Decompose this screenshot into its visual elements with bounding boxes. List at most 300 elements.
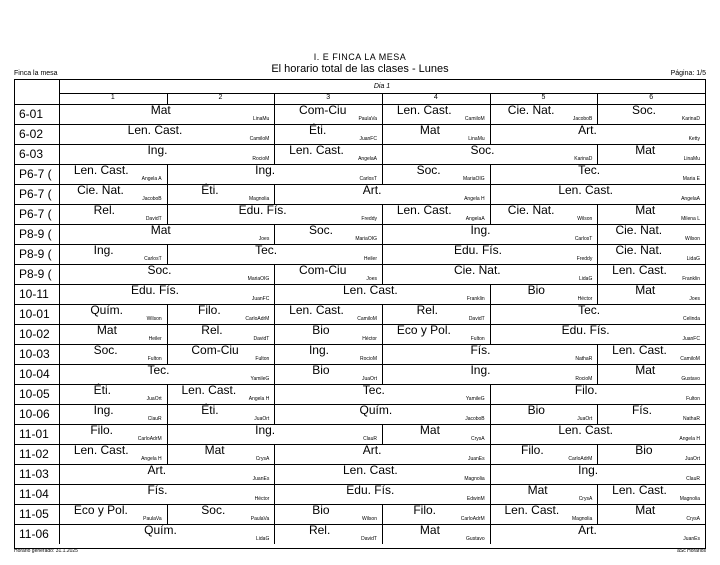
subject-name: Len. Cast. <box>289 303 344 317</box>
teacher-name: LinaMu <box>252 116 270 122</box>
grid-divider <box>274 384 275 404</box>
subject-name: Fís. <box>470 343 491 357</box>
teacher-name: Wilson <box>361 516 377 522</box>
subject-name: Com-Ciu <box>299 103 347 117</box>
lesson-cell <box>274 524 382 544</box>
institution-label: Finca la mesa <box>14 70 58 77</box>
teacher-name: Angela A <box>141 176 162 182</box>
class-label: 10-06 <box>19 407 50 421</box>
subject-name: Ing. <box>578 463 599 477</box>
lesson-cell <box>490 124 705 144</box>
subject-name: Rel. <box>201 323 223 337</box>
grid-divider <box>597 504 598 524</box>
subject-name: Bio <box>312 323 330 337</box>
subject-name: Mat <box>150 223 171 237</box>
subject-name: Eco y Pol. <box>396 323 451 337</box>
grid-divider <box>274 464 275 484</box>
subject-name: Ing. <box>255 163 276 177</box>
lesson-cell <box>274 144 382 164</box>
period-number: 2 <box>218 94 223 101</box>
teacher-name: YamileG <box>250 376 270 382</box>
grid-divider <box>167 404 168 424</box>
lesson-cell <box>382 264 597 284</box>
teacher-name: CamiloM <box>357 316 377 322</box>
subject-name: Soc. <box>201 503 226 517</box>
lesson-cell <box>597 404 705 424</box>
lesson-cell <box>167 444 275 464</box>
lesson-cell <box>490 324 705 344</box>
teacher-name: LidaG <box>255 536 270 542</box>
teacher-name: CarlosT <box>359 176 377 182</box>
page-number: Página: 1/5 <box>670 70 706 77</box>
subject-name: Rel. <box>308 523 331 537</box>
lesson-cell <box>597 504 705 524</box>
teacher-name: JuanEs <box>252 476 270 482</box>
lesson-cell <box>167 344 275 364</box>
lesson-cell <box>597 284 705 304</box>
teacher-name: KarinaD <box>574 156 593 162</box>
grid-divider <box>274 124 275 144</box>
subject-name: Art. <box>578 523 597 537</box>
grid-divider <box>274 364 275 384</box>
subject-name: Len. Cast. <box>73 163 129 177</box>
class-label: P8-9 ( <box>19 267 52 281</box>
class-label: P8-9 ( <box>19 247 52 261</box>
teacher-name: KarinaD <box>681 116 700 122</box>
subject-name: Mat <box>635 143 656 157</box>
teacher-name: Maria E <box>682 176 700 182</box>
teacher-name: Franklin <box>466 296 485 302</box>
subject-name: Soc. <box>93 343 118 357</box>
grid-divider <box>274 344 275 364</box>
period-number: 3 <box>326 94 331 101</box>
subject-name: Quím. <box>144 523 177 537</box>
grid-divider <box>274 304 275 324</box>
class-label: 10-11 <box>19 287 49 301</box>
teacher-name: Gustavo <box>681 376 700 382</box>
teacher-name: CrysA <box>255 456 270 462</box>
teacher-name: Fulton <box>470 336 485 342</box>
teacher-name: Fulton <box>147 356 162 362</box>
lesson-cell <box>59 364 274 384</box>
grid-divider <box>382 204 383 224</box>
lesson-cell <box>382 424 490 444</box>
subject-name: Cie. Nat. <box>453 263 501 277</box>
lesson-cell <box>382 144 597 164</box>
teacher-name: CamiloM <box>680 356 700 362</box>
class-label: 6-02 <box>19 127 44 141</box>
teacher-name: Gustavo <box>466 536 485 542</box>
teacher-name: PaulaVa <box>358 116 377 122</box>
subject-name: Mat <box>419 123 440 137</box>
teacher-name: AngelaA <box>465 216 485 222</box>
subject-name: Soc. <box>470 143 495 157</box>
period-number: 6 <box>649 94 654 101</box>
teacher-name: CarloAdrM <box>137 436 162 442</box>
subject-name: Len. Cast. <box>612 343 667 357</box>
subject-name: Fís. <box>147 483 168 497</box>
teacher-name: Ketty <box>688 136 700 142</box>
teacher-name: Fulton <box>686 396 700 402</box>
subject-name: Tec. <box>147 363 170 377</box>
subject-name: Cie. Nat. <box>615 223 663 237</box>
lesson-cell <box>167 424 382 444</box>
lesson-cell <box>490 384 705 404</box>
lesson-cell <box>382 164 490 184</box>
class-label: 11-02 <box>19 447 49 461</box>
subject-name: Len. Cast. <box>73 443 129 457</box>
subject-name: Ing. <box>93 243 114 257</box>
teacher-name: Magnolia <box>572 516 593 522</box>
teacher-name: ClauR <box>147 416 162 422</box>
subject-name: Len. Cast. <box>396 103 452 117</box>
grid-divider <box>490 104 491 124</box>
grid-divider <box>167 444 168 464</box>
grid-divider <box>490 384 491 404</box>
grid-divider <box>382 224 383 244</box>
subject-name: Len. Cast. <box>558 183 614 197</box>
grid-divider <box>274 524 275 544</box>
grid-divider <box>597 104 598 124</box>
grid-divider <box>490 404 491 424</box>
class-label: 11-06 <box>19 527 49 541</box>
teacher-name: LinaMu <box>468 136 485 142</box>
class-label: 10-01 <box>19 307 50 321</box>
teacher-name: Freddy <box>361 216 377 222</box>
teacher-name: Héctor <box>254 496 270 502</box>
teacher-name: JuaOrt <box>146 396 162 402</box>
lesson-cell <box>167 504 275 524</box>
lesson-cell <box>597 364 705 384</box>
teacher-name: CrysA <box>578 496 593 502</box>
grid-divider <box>274 104 275 124</box>
teacher-name: Wilson <box>146 316 162 322</box>
teacher-name: JuanFC <box>251 296 270 302</box>
teacher-name: Franklin <box>682 276 700 282</box>
teacher-name: Héctor <box>362 336 377 342</box>
teacher-name: DavidT <box>145 216 162 222</box>
grid-divider <box>597 344 598 364</box>
class-label: P6-7 ( <box>19 207 52 221</box>
subject-name: Len. Cast. <box>612 483 667 497</box>
lesson-cell <box>59 224 274 244</box>
subject-name: Quím. <box>90 303 123 317</box>
teacher-name: Joes <box>366 276 377 282</box>
teacher-name: EdwinM <box>466 496 485 502</box>
subject-name: Tec. <box>362 383 385 397</box>
grid-divider <box>274 504 275 524</box>
class-label: 10-03 <box>19 347 50 361</box>
grid-divider <box>382 424 383 444</box>
teacher-name: DavidT <box>361 536 377 542</box>
subject-name: Len. Cast. <box>181 383 237 397</box>
timetable-grid <box>14 79 706 549</box>
lesson-cell <box>490 464 705 484</box>
subject-name: Edu. Fís. <box>561 323 610 337</box>
class-label: 11-01 <box>19 427 49 441</box>
teacher-name: Fulton <box>255 356 270 362</box>
teacher-name: Héctor <box>577 296 593 302</box>
grid-divider <box>382 93 383 104</box>
lesson-cell <box>597 104 705 124</box>
lesson-cell <box>382 524 490 544</box>
class-label: 6-03 <box>19 147 44 161</box>
teacher-name: PaulaVa <box>143 516 162 522</box>
teacher-name: JuanFC <box>359 136 377 142</box>
subject-name: Éti. <box>308 123 327 137</box>
teacher-name: RocioM <box>575 376 593 382</box>
subject-name: Filo. <box>520 443 544 457</box>
subject-name: Bio <box>527 283 545 297</box>
subject-name: Soc. <box>147 263 172 277</box>
teacher-name: CamiloM <box>464 116 485 122</box>
subject-name: Len. Cast. <box>127 123 183 137</box>
grid-divider <box>490 424 491 444</box>
grid-divider <box>597 244 598 264</box>
subject-name: Art. <box>147 463 167 477</box>
subject-name: Mat <box>527 483 548 497</box>
grid-divider <box>490 304 491 324</box>
subject-name: Mat <box>150 103 171 117</box>
subject-name: Quím. <box>359 403 393 417</box>
teacher-name: ClauR <box>686 476 700 482</box>
lesson-cell <box>490 524 705 544</box>
grid-divider <box>490 444 491 464</box>
teacher-name: CarloAdrM <box>568 456 593 462</box>
lesson-cell <box>274 224 382 244</box>
teacher-name: AngelaA <box>681 196 700 202</box>
grid-divider <box>490 93 491 104</box>
grid-divider <box>597 264 598 284</box>
subject-name: Soc. <box>308 223 333 237</box>
lesson-cell <box>597 144 705 164</box>
lesson-cell <box>167 244 382 264</box>
lesson-cell <box>490 204 598 224</box>
teacher-name: RocioM <box>252 156 270 162</box>
teacher-name: CrysA <box>686 516 700 522</box>
class-label: 11-04 <box>19 487 49 501</box>
teacher-name: Milena L <box>681 216 700 222</box>
teacher-name: MariaOIG <box>462 176 485 182</box>
teacher-name: CarlosT <box>144 256 162 262</box>
subject-name: Soc. <box>631 103 656 117</box>
subject-name: Éti. <box>201 403 219 417</box>
teacher-name: Angela H <box>679 436 700 442</box>
teacher-name: NathaR <box>575 356 593 362</box>
subject-name: Len. Cast. <box>612 263 667 277</box>
subject-name: Len. Cast. <box>558 423 614 437</box>
subject-name: Len. Cast. <box>289 143 344 157</box>
teacher-name: JacoboB <box>465 416 485 422</box>
grid-divider <box>274 284 275 304</box>
grid-divider <box>490 184 491 204</box>
grid-divider <box>167 324 168 344</box>
lesson-cell <box>167 384 275 404</box>
teacher-name: Wilson <box>684 236 700 242</box>
grid-divider <box>490 164 491 184</box>
subject-name: Edu. Fís. <box>130 283 179 297</box>
grid-divider <box>382 144 383 164</box>
subject-name: Len. Cast. <box>504 503 560 517</box>
teacher-name: JuanEs <box>467 456 485 462</box>
grid-divider <box>382 524 383 544</box>
subject-name: Filo. <box>90 423 113 437</box>
subject-name: Art. <box>578 123 597 137</box>
grid-divider <box>490 504 491 524</box>
subject-name: Mat <box>419 523 440 537</box>
grid-divider <box>382 164 383 184</box>
subject-name: Mat <box>419 423 440 437</box>
grid-divider <box>490 464 491 484</box>
subject-name: Bio <box>635 443 653 457</box>
subject-name: Edu. Fís. <box>238 203 287 217</box>
subject-name: Éti. <box>93 383 111 397</box>
teacher-name: CrysA <box>471 436 485 442</box>
class-label: P6-7 ( <box>19 167 52 181</box>
teacher-name: Joes <box>258 236 270 242</box>
teacher-name: JuaOrt <box>577 416 593 422</box>
grid-divider <box>597 93 598 104</box>
teacher-name: JuanFC <box>682 336 700 342</box>
teacher-name: Magnolia <box>464 476 485 482</box>
subject-name: Edu. Fís. <box>453 243 502 257</box>
subject-name: Fís. <box>631 403 652 417</box>
grid-divider <box>597 484 598 504</box>
subject-name: Rel. <box>416 303 438 317</box>
teacher-name: Heiler <box>363 256 377 262</box>
grid-divider <box>382 304 383 324</box>
lesson-cell <box>597 444 705 464</box>
teacher-name: DavidT <box>468 316 485 322</box>
subject-name: Ing. <box>255 423 276 437</box>
subject-name: Mat <box>635 363 656 377</box>
subject-name: Len. Cast. <box>396 203 452 217</box>
lesson-cell <box>382 364 597 384</box>
subject-name: Eco y Pol. <box>73 503 128 517</box>
teacher-name: ClauR <box>363 436 377 442</box>
subject-name: Bio <box>527 403 545 417</box>
subject-name: Art. <box>362 443 382 457</box>
teacher-name: CarloAdrM <box>245 316 270 322</box>
teacher-name: Angela H <box>141 456 162 462</box>
subject-name: Mat <box>635 283 656 297</box>
grid-divider <box>597 204 598 224</box>
teacher-name: RocioM <box>360 356 377 362</box>
class-label: 10-04 <box>19 367 50 381</box>
period-number: 4 <box>433 94 438 101</box>
software-credit: aSc Horarios <box>677 548 706 554</box>
grid-divider <box>274 264 275 284</box>
grid-divider <box>274 324 275 344</box>
subject-name: Cie. Nat. <box>77 183 124 197</box>
school-name: I. E FINCA LA MESA <box>313 52 407 62</box>
generated-date: Horario generado: 31.1.2025 <box>14 548 78 554</box>
class-label: 10-05 <box>19 387 50 401</box>
subject-name: Ing. <box>470 363 491 377</box>
teacher-name: Wilson <box>577 216 593 222</box>
grid-divider <box>274 93 275 104</box>
grid-divider <box>382 324 383 344</box>
teacher-name: JuaOrt <box>254 416 270 422</box>
grid-divider <box>274 484 275 504</box>
teacher-name: CarlosT <box>574 236 593 242</box>
period-number: 1 <box>110 94 115 101</box>
grid-divider <box>167 184 168 204</box>
teacher-name: CamiloM <box>249 136 270 142</box>
subject-name: Com-Ciu <box>299 263 347 277</box>
subject-name: Cie. Nat. <box>507 103 555 117</box>
subject-name: Tec. <box>255 243 278 257</box>
day-header: Dia 1 <box>59 80 705 94</box>
subject-name: Bio <box>312 363 330 377</box>
grid-divider <box>167 384 168 404</box>
subject-name: Filo. <box>574 383 598 397</box>
subject-name: Len. Cast. <box>342 463 398 477</box>
grid-divider <box>382 244 383 264</box>
teacher-name: JuaOrt <box>361 376 377 382</box>
subject-name: Éti. <box>201 183 219 197</box>
teacher-name: LidaG <box>686 256 700 262</box>
teacher-name: DavidT <box>253 336 270 342</box>
grid-divider <box>167 424 168 444</box>
class-label: P8-9 ( <box>19 227 52 241</box>
subject-name: Tec. <box>578 163 601 177</box>
teacher-name: Magnolia <box>679 496 700 502</box>
teacher-name: LinaMu <box>683 156 700 162</box>
teacher-name: LidaG <box>578 276 593 282</box>
teacher-name: Freddy <box>576 256 593 262</box>
subject-name: Edu. Fís. <box>346 483 395 497</box>
teacher-name: Heiler <box>148 336 162 342</box>
teacher-name: YamileG <box>465 396 485 402</box>
teacher-name: Joes <box>689 296 700 302</box>
grid-divider <box>167 304 168 324</box>
teacher-name: CarloAdrM <box>460 516 485 522</box>
teacher-name: JuanEs <box>683 536 700 542</box>
teacher-name: PaulaVa <box>250 516 270 522</box>
lesson-cell <box>59 524 274 544</box>
subject-name: Mat <box>96 323 117 337</box>
subject-name: Len. Cast. <box>342 283 398 297</box>
grid-divider <box>274 444 275 464</box>
subject-name: Filo. <box>197 303 221 317</box>
class-label: 11-03 <box>19 467 49 481</box>
grid-divider <box>167 164 168 184</box>
grid-divider <box>490 284 491 304</box>
subject-name: Mat <box>635 203 656 217</box>
lesson-cell <box>274 184 489 204</box>
teacher-name: MariaOIG <box>247 276 270 282</box>
grid-divider <box>382 104 383 124</box>
teacher-name: Magnolia <box>249 196 270 202</box>
teacher-name: JacoboB <box>572 116 593 122</box>
grid-divider <box>490 524 491 544</box>
page-title: El horario total de las clases - Lunes <box>271 63 449 75</box>
subject-name: Tec. <box>578 303 601 317</box>
subject-name: Com-Ciu <box>191 343 239 357</box>
teacher-name: AngelaA <box>358 156 377 162</box>
teacher-name: Celinda <box>683 316 700 322</box>
subject-name: Soc. <box>416 163 441 177</box>
subject-name: Mat <box>635 503 656 517</box>
class-label: P6-7 ( <box>19 187 52 201</box>
lesson-cell <box>167 164 382 184</box>
period-number: 5 <box>541 94 546 101</box>
class-label: 6-01 <box>19 107 44 121</box>
subject-name: Filo. <box>413 503 436 517</box>
grid-divider <box>597 224 598 244</box>
subject-name: Rel. <box>93 203 115 217</box>
